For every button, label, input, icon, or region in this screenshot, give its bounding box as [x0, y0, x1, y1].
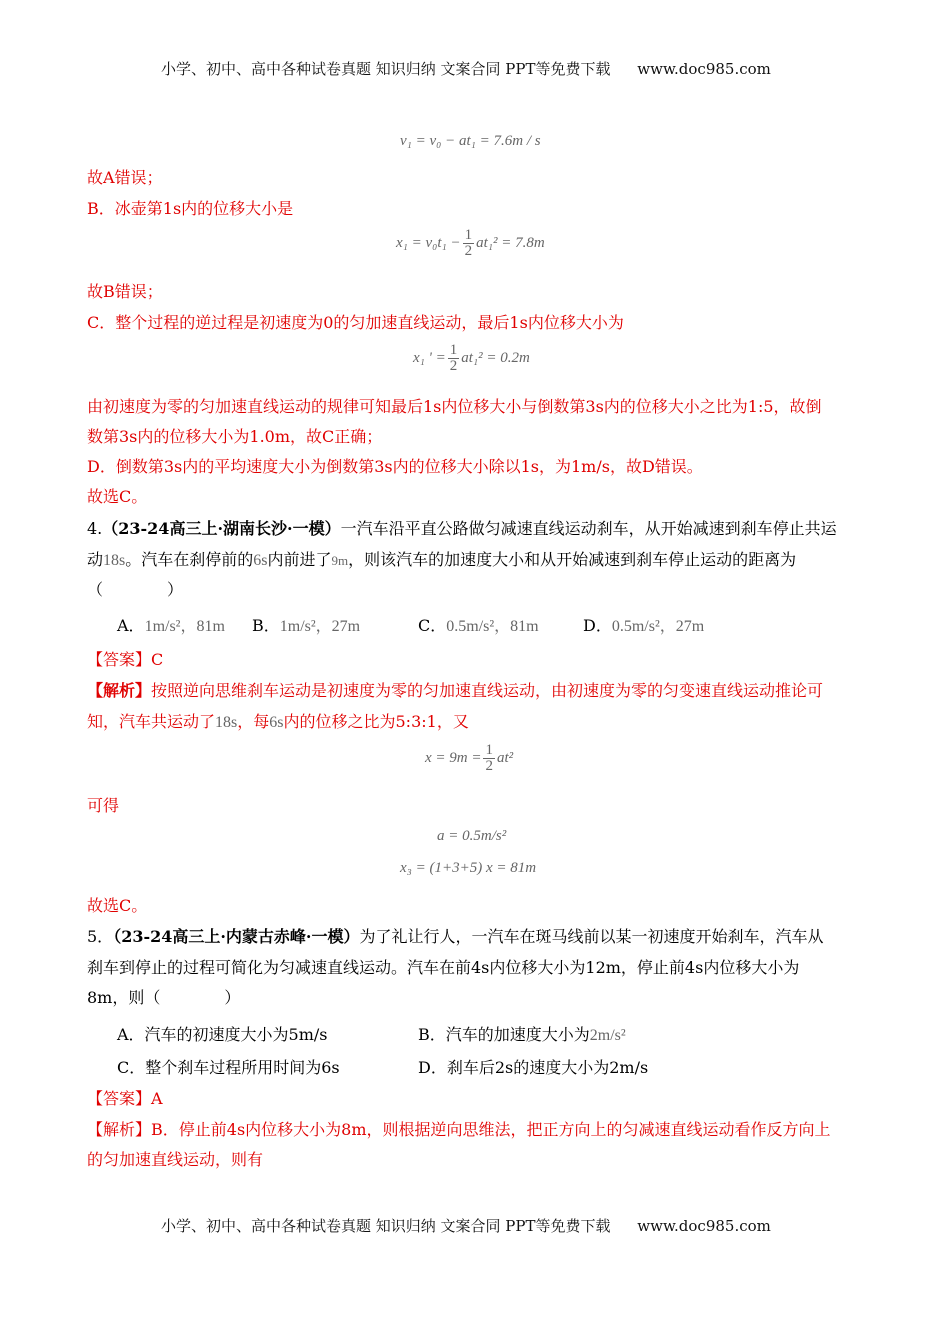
- q5-option-a[interactable]: A．汽车的初速度大小为5m/s: [117, 1025, 328, 1044]
- equation-v1: v₁ = v₀ − at₁ = 7.6m / s: [400, 133, 541, 149]
- equation-a: a = 0.5m/s²: [437, 828, 507, 844]
- solution-line: D．倒数第3s内的平均速度大小为倒数第3s内的位移大小除以1s，为1m/s，故D错误。: [87, 457, 703, 476]
- q4-answer: 【答案】C: [87, 650, 164, 669]
- q4-kede: 可得: [87, 796, 120, 815]
- solution-line: B．冰壶第1s内的位移大小是: [87, 199, 294, 218]
- q4-option-c[interactable]: C．0.5m/s²，81m: [418, 616, 539, 635]
- solution-line: 由初速度为零的匀加速直线运动的规律可知最后1s内位移大小与倒数第3s内的位移大小之比为1:5，故倒: [87, 397, 822, 416]
- q4-analysis-line2: 知，汽车共运动了18s，每6s内的位移之比为5:3:1，又: [87, 712, 469, 731]
- solution-line: 故B错误；: [87, 282, 163, 301]
- equation-x1-prime: x₁ ' = $\frac{1}{2}$ at₁² = 0.2m: [413, 342, 530, 374]
- equation-x-9m: x = 9m = $\frac{1}{2}$ at²: [425, 742, 514, 774]
- header-text: 小学、初中、高中各种试卷真题 知识归纳 文案合同 PPT等免费下载: [161, 60, 611, 78]
- q5-stem-line1: 5．（23-24高三上·内蒙古赤峰·一模）为了礼让行人，一汽车在斑马线前以某一初速度开始刹车，汽车从: [87, 927, 824, 946]
- page-footer: [161, 1215, 771, 1236]
- q4-option-d[interactable]: D．0.5m/s²，27m: [583, 616, 705, 635]
- header-url[interactable]: www.doc985.com: [637, 60, 771, 78]
- q5-stem-line2: 刹车到停止的过程可简化为匀减速直线运动。汽车在前4s内位移大小为12m，停止前4s内位移大小为: [87, 958, 800, 977]
- q4-paren: （ ）: [87, 580, 184, 599]
- solution-line: 故选C。: [87, 487, 148, 506]
- solution-line: C．整个过程的逆过程是初速度为0的匀加速直线运动，最后1s内位移大小为: [87, 313, 624, 332]
- q4-stem-line1: 4.（23-24高三上·湖南长沙·一模）一汽车沿平直公路做匀减速直线运动刹车，从开始减速到刹车停止共运: [87, 519, 837, 538]
- solution-line: 故A错误；: [87, 168, 163, 187]
- q5-source: （23-24高三上·内蒙古赤峰·一模）: [113, 927, 360, 946]
- q5-analysis-line2: 的匀加速直线运动，则有: [87, 1150, 264, 1169]
- footer-text: 小学、初中、高中各种试卷真题 知识归纳 文案合同 PPT等免费下载: [161, 1217, 611, 1235]
- q4-source: （23-24高三上·湖南长沙·一模）: [102, 519, 341, 538]
- q5-answer: 【答案】A: [87, 1089, 163, 1108]
- q4-conclude: 故选C。: [87, 896, 148, 915]
- page-header: [161, 58, 771, 79]
- equation-x1: x₁ = v₀t₁ − $\frac{1}{2}$ at₁² = 7.8m: [396, 227, 545, 259]
- q4-option-a[interactable]: A．1m/s²，81m: [117, 616, 225, 635]
- q4-stem-line2: 动18s。汽车在刹停前的6s内前进了9m，则该汽车的加速度大小和从开始减速到刹车停止运动的距离为: [87, 550, 797, 569]
- q5-option-b[interactable]: B．汽车的加速度大小为2m/s²: [418, 1025, 626, 1044]
- equation-x3: x₃ = (1+3+5) x = 81m: [400, 860, 537, 876]
- q4-option-b[interactable]: B．1m/s²，27m: [252, 616, 361, 635]
- q5-analysis-line1: 【解析】B．停止前4s内位移大小为8m，则根据逆向思维法，把正方向上的匀减速直线运动看作反方向上: [87, 1120, 831, 1139]
- q5-stem-line3: 8m，则（ ）: [87, 988, 241, 1007]
- q5-option-d[interactable]: D．刹车后2s的速度大小为2m/s: [418, 1058, 649, 1077]
- footer-url[interactable]: www.doc985.com: [637, 1217, 771, 1235]
- q5-option-c[interactable]: C．整个刹车过程所用时间为6s: [117, 1058, 340, 1077]
- solution-line: 数第3s内的位移大小为1.0m，故C正确；: [87, 427, 383, 446]
- q4-analysis-line1: 【解析】按照逆向思维刹车运动是初速度为零的匀加速直线运动，由初速度为零的匀变速直线运动推论可: [87, 681, 824, 700]
